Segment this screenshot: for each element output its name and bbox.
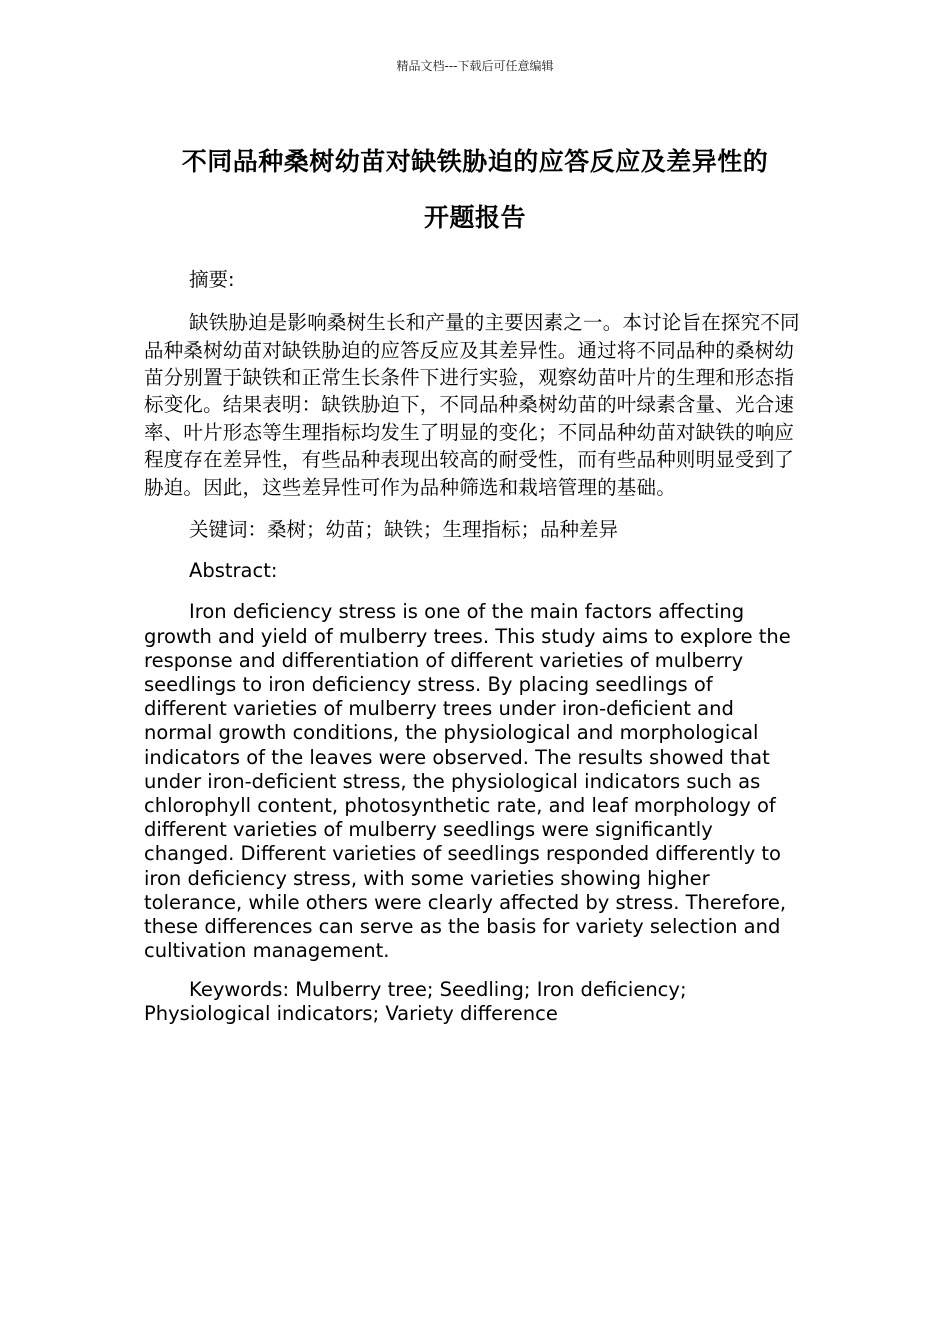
header-note: 精品文档---下载后可任意编辑 xyxy=(396,59,554,73)
keywords-zh: 关键词：桑树；幼苗；缺铁；生理指标；品种差异 xyxy=(189,518,619,542)
keywords-en: Keywords: Mulberry tree; Seedling; Iron deficiency; Physiological indicators; Variety difference xyxy=(144,977,687,1025)
title-line-2: 开题报告 xyxy=(423,203,526,232)
abstract-zh-label: 摘要: xyxy=(189,268,235,291)
abstract-en-label: Abstract: xyxy=(189,559,278,583)
document-body xyxy=(144,268,800,1026)
title-line-1: 不同品种桑树幼苗对缺铁胁迫的应答反应及差异性的 xyxy=(181,147,769,176)
abstract-zh-text: 缺铁胁迫是影响桑树生长和产量的主要因素之一。本讨论旨在探究不同品种桑树幼苗对缺铁胁迫的应答反应及其差异性。通过将不同品种的桑树幼苗分别置于缺铁和正常生长条件下进行实验，观察幼苗叶片的生理和形态指标变化。结果表明：缺铁胁迫下，不同品种桑树幼苗的叶绿素含量、光合速率、叶片形态等生理指标均发生了明显的变化；不同品种幼苗对缺铁的响应程度存在差异性，有些品种表现出较高的耐受性，而有些品种则明显受到了胁迫。因此，这些差异性可作为品种筛选和栽培管理的基础。 xyxy=(144,311,800,499)
abstract-en-text: Iron deficiency stress is one of the main factors affecting growth and yield of mulberry trees. This study aims to explore the response and differentiation of different varieties of mulberry seedlings to iron deficiency stress. By placing seedlings of different varieties of mulberry trees under iron-deficient and normal growth conditions, the physiological and morphological indicators of the leaves were observed. The results showed that under iron-deficient stress, the physiological indicators such as chlorophyll content, photosynthetic rate, and leaf morphology of different varieties of mulberry seedlings were significantly changed. Different varieties of seedlings responded differently to iron deficiency stress, with some varieties showing higher tolerance, while others were clearly affected by stress. Therefore, these differences can serve as the basis for variety selection and cultivation management. xyxy=(144,600,791,963)
document-title xyxy=(120,134,830,246)
